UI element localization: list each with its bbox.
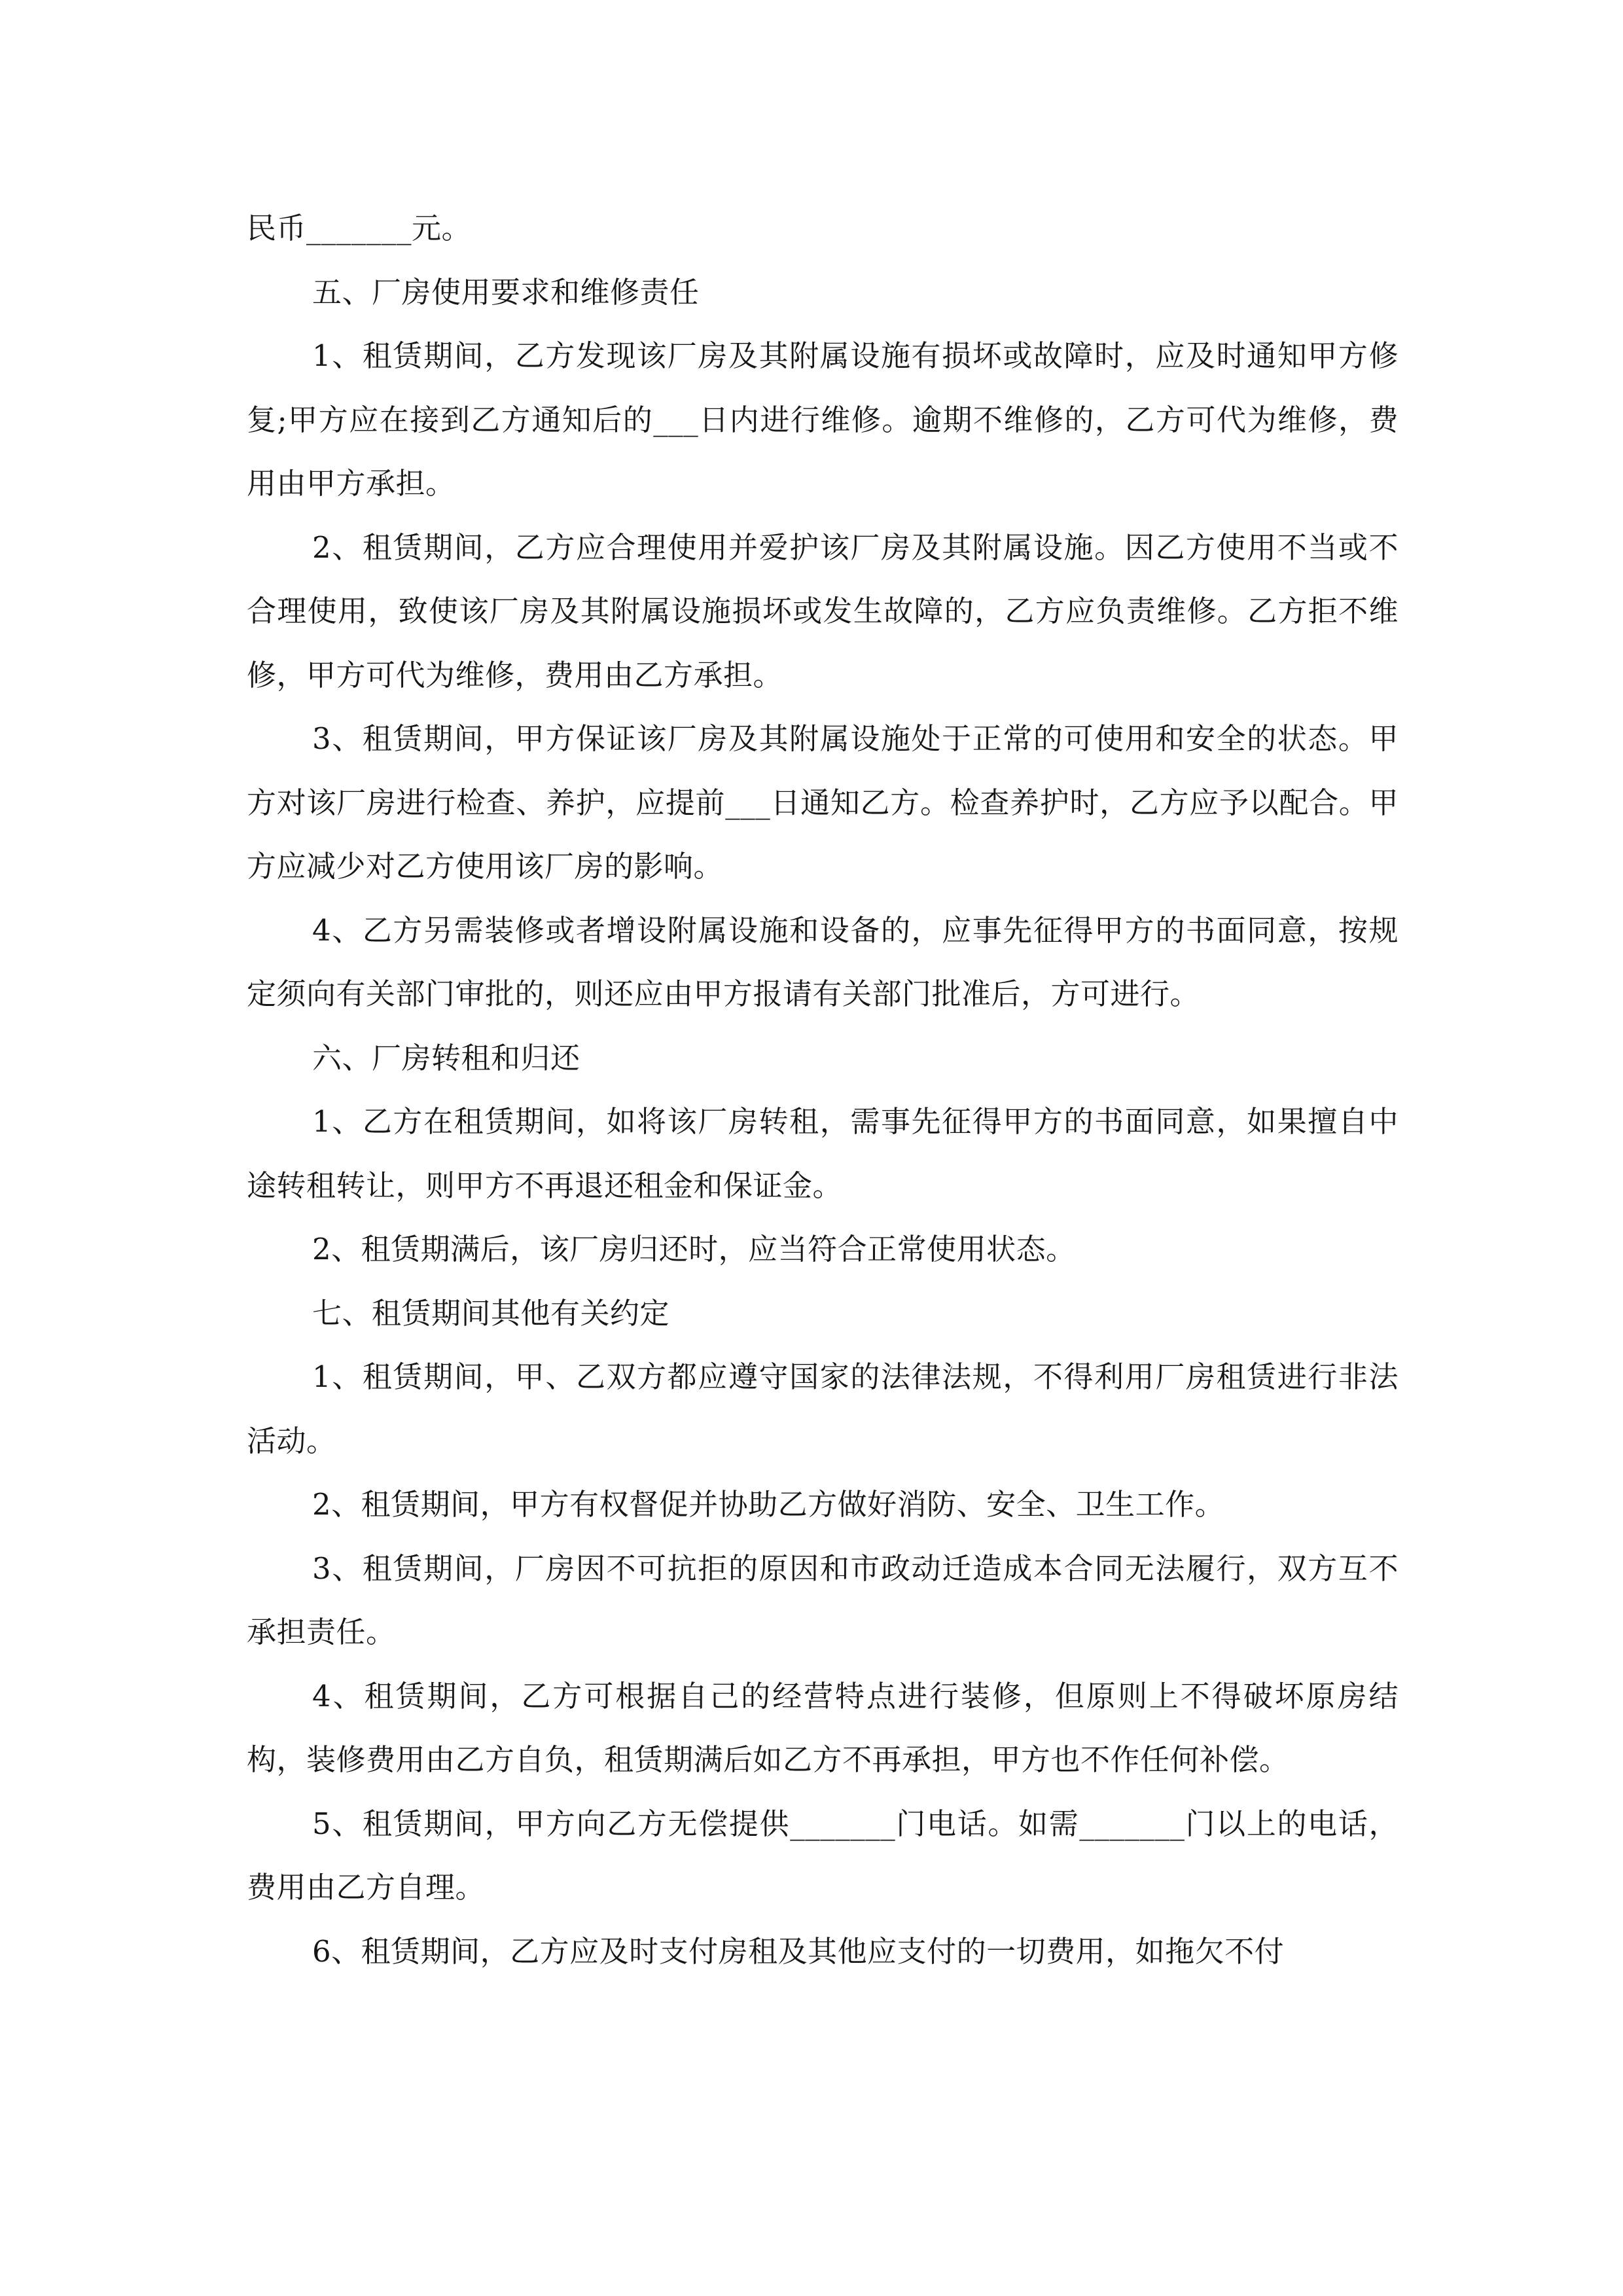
paragraph: 3、租赁期间，甲方保证该厂房及其附属设施处于正常的可使用和安全的状态。甲方对该厂房进行检查、养护，应提前___日通知乙方。检查养护时，乙方应予以配合。甲方应减少对乙方使用该厂房的影响。 (247, 721, 1399, 884)
paragraph: 5、租赁期间，甲方向乙方无偿提供_______门电话。如需_______门以上的电话，费用由乙方自理。 (247, 1806, 1399, 1905)
paragraph: 4、乙方另需装修或者增设附属设施和设备的，应事先征得甲方的书面同意，按规定须向有关部门审批的，则还应由甲方报请有关部门批准后，方可进行。 (247, 912, 1399, 1011)
section-heading-5: 五、厂房使用要求和维修责任 (312, 274, 700, 310)
paragraph: 6、租赁期间，乙方应及时支付房租及其他应支付的一切费用，如拖欠不付 (312, 1933, 1285, 1969)
contract-body (247, 196, 1399, 1983)
paragraph: 3、租赁期间，厂房因不可抗拒的原因和市政动迁造成本合同无法履行，双方互不承担责任。 (247, 1551, 1399, 1649)
paragraph: 2、租赁期间，甲方有权督促并协助乙方做好消防、安全、卫生工作。 (312, 1487, 1225, 1522)
section-heading-7: 七、租赁期间其他有关约定 (312, 1295, 670, 1331)
paragraph: 2、租赁期满后，该厂房归还时，应当符合正常使用状态。 (312, 1232, 1076, 1266)
paragraph: 2、租赁期间，乙方应合理使用并爱护该厂房及其附属设施。因乙方使用不当或不合理使用，致使该厂房及其附属设施损坏或发生故障的，乙方应负责维修。乙方拒不维修，甲方可代为维修，费用由乙方承担。 (247, 529, 1399, 692)
paragraph: 1、乙方在租赁期间，如将该厂房转租，需事先征得甲方的书面同意，如果擅自中途转租转让，则甲方不再退还租金和保证金。 (247, 1104, 1399, 1203)
paragraph: 4、租赁期间，乙方可根据自己的经营特点进行装修，但原则上不得破坏原房结构，装修费用由乙方自负，租赁期满后如乙方不再承担，甲方也不作任何补偿。 (247, 1678, 1399, 1777)
section-heading-6: 六、厂房转租和归还 (312, 1040, 580, 1075)
paragraph-rent-amount: 民币_______元。 (247, 211, 472, 245)
paragraph: 1、租赁期间，甲、乙双方都应遵守国家的法律法规，不得利用厂房租赁进行非法活动。 (247, 1359, 1399, 1458)
paragraph: 1、租赁期间，乙方发现该厂房及其附属设施有损坏或故障时，应及时通知甲方修复;甲方应在接到乙方通知后的___日内进行维修。逾期不维修的，乙方可代为维修，费用由甲方承担。 (247, 338, 1399, 501)
